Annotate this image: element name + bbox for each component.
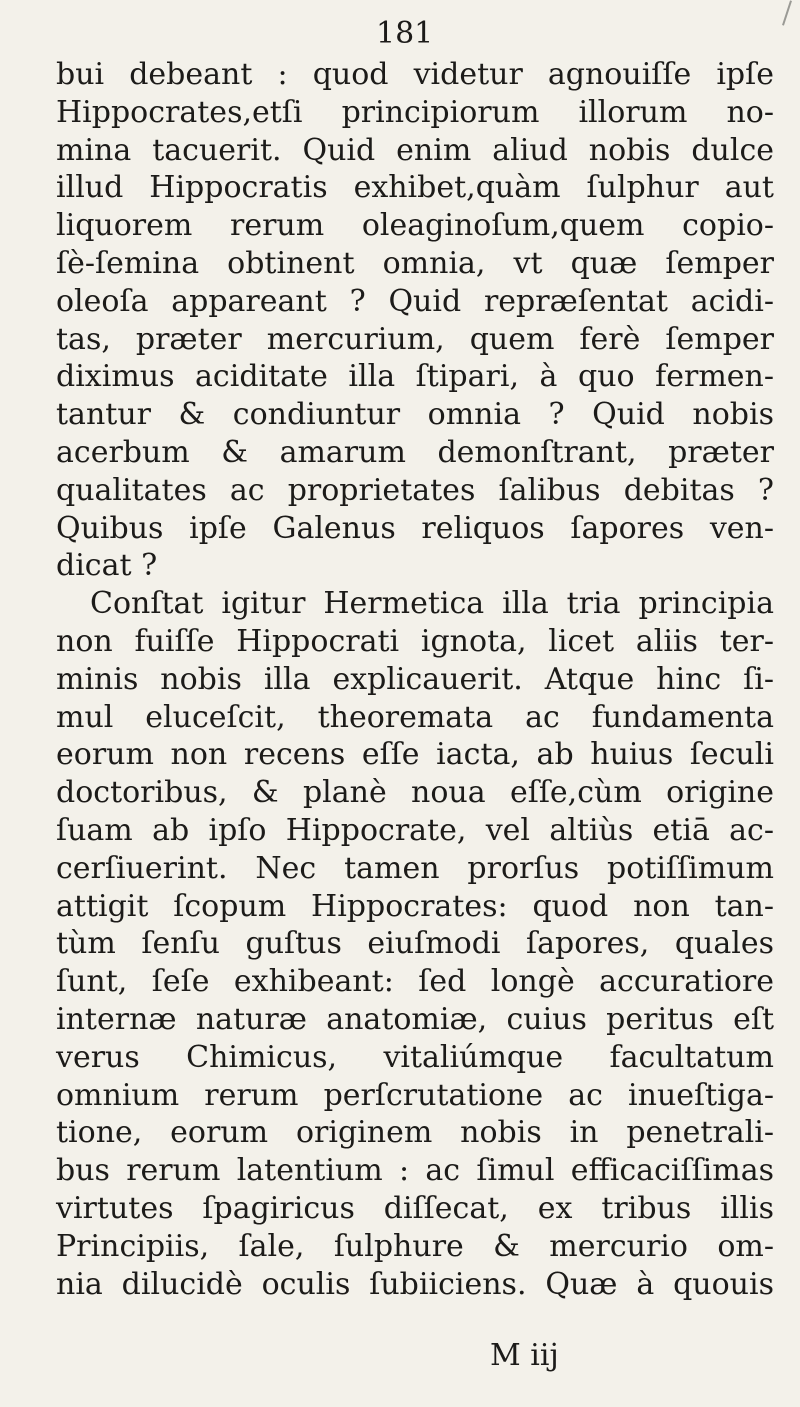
text-line: Hippocrates,etſi principiorum illorum no- [56,94,774,130]
text-line: Quibus ipſe Galenus reliquos ſapores ven- [56,510,774,546]
text-line: liquorem rerum oleaginoſum,quem copio- [56,208,774,244]
body-text [56,56,774,1303]
text-line: diximus aciditate illa ſtipari, à quo fermen- [56,359,774,395]
text-line: illud Hippocratis exhibet,quàm ſulphur aut [56,170,774,206]
text-line: cerſiuerint. Nec tamen prorſus potiſſimum [56,850,774,886]
text-line: tantur & condiuntur omnia ? Quid nobis [56,397,774,433]
text-line: virtutes ſpagiricus diſſecat, ex tribus illis [56,1190,774,1226]
text-line: oleoſa appareant ? Quid repræſentat acidi- [56,283,774,319]
text-line: acerbum & amarum demonſtrant, præter [56,434,774,470]
text-line: qualitates ac proprietates ſalibus debitas ? [56,472,774,508]
text-line: tione, eorum originem nobis in penetrali- [56,1115,774,1151]
page-edge-mark [782,0,792,25]
text-line: nia dilucidè oculis ſubiiciens. Quæ à quouis [56,1266,774,1302]
text-line: doctoribus, & planè noua eſſe,cùm origine [56,775,774,811]
page-number: 181 [376,16,434,51]
text-line: tas, præter mercurium, quem ferè ſemper [56,321,774,357]
text-line: non fuiſſe Hippocrati ignota, licet aliis ter- [56,623,774,659]
text-line: attigit ſcopum Hippocrates: quod non tan- [56,888,774,924]
text-line: tùm ſenſu guſtus eiuſmodi ſapores, quales [56,926,774,962]
paragraph-end-line: dicat ? [56,548,158,584]
text-line: ſunt, ſeſe exhibeant: ſed longè accuratiore [56,964,774,1000]
signature-mark: M iij [490,1338,559,1373]
text-line: omnium rerum perſcrutatione ac inueſtiga- [56,1077,774,1113]
text-line: eorum non recens eſſe iacta, ab huius ſeculi [56,737,774,773]
paragraph-start-line: Conſtat igitur Hermetica illa tria principia [90,586,774,622]
text-line: bus rerum latentium : ac ſimul efficaciſſimas [56,1153,774,1189]
text-line: minis nobis illa explicauerit. Atque hinc ſi- [56,661,774,697]
text-line: ſè-ſemina obtinent omnia, vt quæ ſemper [56,245,774,281]
text-line: ſuam ab ipſo Hippocrate, vel altiùs etiā ac- [56,812,774,848]
text-line: verus Chimicus, vitaliúmque facultatum [56,1039,774,1075]
text-line: internæ naturæ anatomiæ, cuius peritus eſt [56,1001,774,1037]
text-line: mul eluceſcit, theoremata ac fundamenta [56,699,774,735]
text-line: bui debeant : quod videtur agnouiſſe ipſe [56,57,774,92]
text-line: Principiis, ſale, ſulphure & mercurio om- [56,1228,774,1264]
text-line: mina tacuerit. Quid enim aliud nobis dulce [56,132,774,168]
